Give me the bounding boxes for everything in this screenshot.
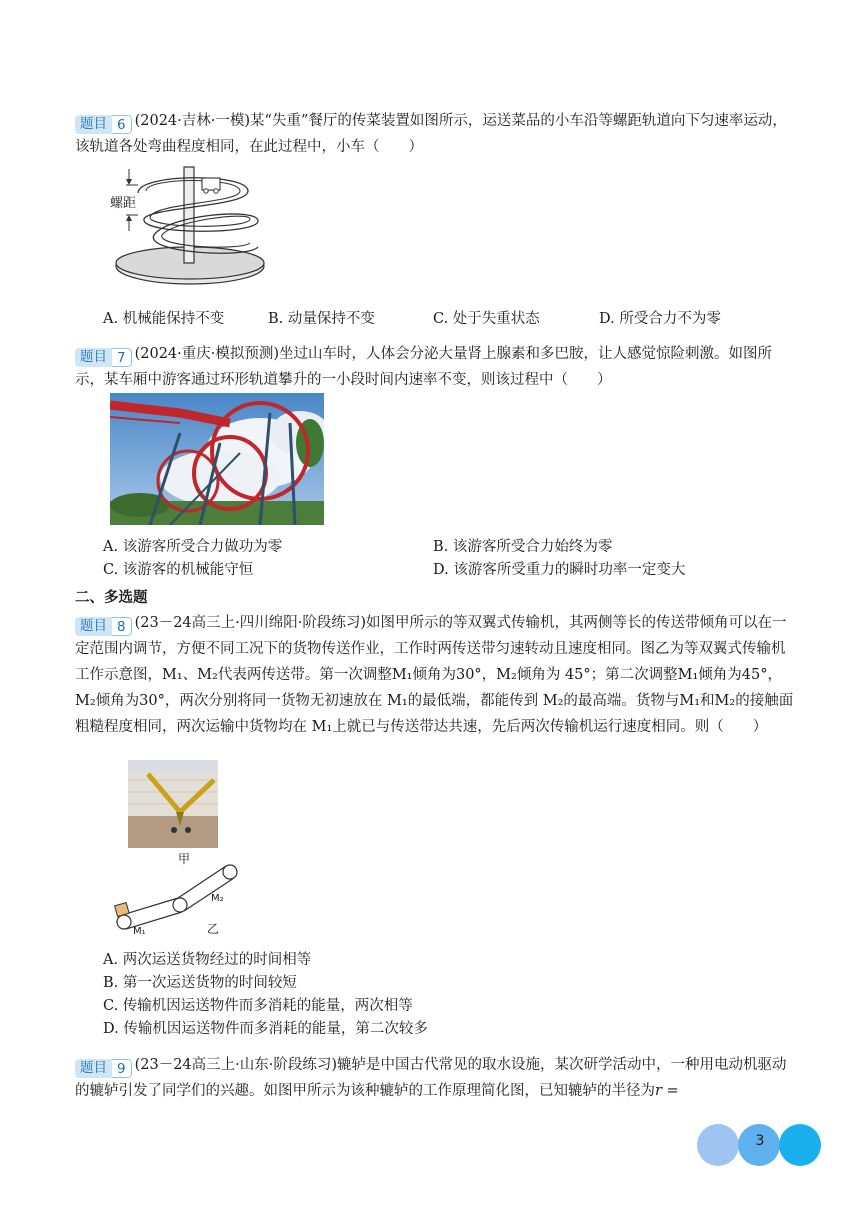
option-c: C. 该游客的机械能守恒 [103,562,254,578]
option-d: D. 该游客所受重力的瞬时功率一定变大 [433,562,686,578]
label-m2: M₂ [211,893,224,904]
question-source: (23－24高三上·四川绵阳·阶段练习) [134,615,367,631]
question-badge: 题目 8 [75,617,132,636]
page-circle-right [779,1124,821,1166]
caption-yi: 乙 [207,922,220,936]
caption-jia: 甲 [178,852,191,866]
option-d: D. 传输机因运送物件而多消耗的能量，第二次较多 [103,1021,428,1037]
option-b: B. 动量保持不变 [268,311,375,327]
question-badge: 题目 9 [75,1059,132,1078]
option-a: A. 机械能保持不变 [103,311,225,327]
page-circle-left [697,1124,739,1166]
question-8 [75,610,795,740]
question-6 [75,108,795,160]
conveyor-diagram [112,858,244,940]
section-title: 二、多选题 [75,590,148,606]
question-source: (23－24高三上·山东·阶段练习) [134,1057,338,1073]
page-number: 3 [755,1133,765,1149]
option-b: B. 第一次运送货物的时间较短 [103,975,297,991]
radius-symbol: r = [655,1083,679,1099]
question-text: 辘轳是中国古代常见的取水设施，某次研学活动中，一种用电动机驱动的辘轳引发了同学们的兴趣。如图甲所示为该种辘轳的工作原理简化图，已知辘轳的半径为 [75,1057,787,1099]
question-9 [75,1052,795,1104]
question-7 [75,341,795,393]
conveyor-photo [128,760,218,848]
question-text: 坐过山车时，人体会分泌大量肾上腺素和多巴胺，让人感觉惊险刺激。如图所示，某车厢中游客通过环形轨道攀升的一小段时间内速率不变，则该过程中（ ） [75,346,773,388]
option-a: A. 该游客所受合力做功为零 [103,539,283,555]
option-c: C. 处于失重状态 [433,311,540,327]
roller-coaster-photo [110,393,324,525]
pitch-label: 螺距 [110,192,136,211]
option-d: D. 所受合力不为零 [599,311,721,327]
spiral-track-figure [108,163,278,288]
question-text: 如图甲所示的等双翼式传输机，其两侧等长的传送带倾角可以在一定范围内调节，方便不同工况下的货物传送作业，工作时两传送带匀速转动且速度相同。图乙为等双翼式传输机工作示意图，M₁、M₂代表两传送带。第一次调整M₁倾角为30°，M₂倾角为 45°；第二次调整M₁倾角为45°，M₂倾角为30°，两次分别将同一货物无初速放在 M₁的最低端，都能传到 M₂的最高端。货物与M₁和M₂的接触面粗糙程度相同，两次运输中货物均在 M₁上就已与传送带达共速，先后两次传输机运行速度相同。则（ ） [75,615,794,735]
option-c: C. 传输机因运送物件而多消耗的能量，两次相等 [103,998,413,1014]
option-a: A. 两次运送货物经过的时间相等 [103,952,312,968]
label-m1: M₁ [133,926,146,937]
question-badge: 题目 6 [75,115,132,134]
question-text: 某“失重”餐厅的传菜装置如图所示，运送菜品的小车沿等螺距轨道向下匀速率运动，该轨道各处弯曲程度相同，在此过程中，小车（ ） [75,113,787,155]
question-badge: 题目 7 [75,348,132,367]
option-b: B. 该游客所受合力始终为零 [433,539,613,555]
question-source: (2024·重庆·模拟预测) [134,346,280,362]
question-source: (2024·吉林·一模) [134,113,251,129]
